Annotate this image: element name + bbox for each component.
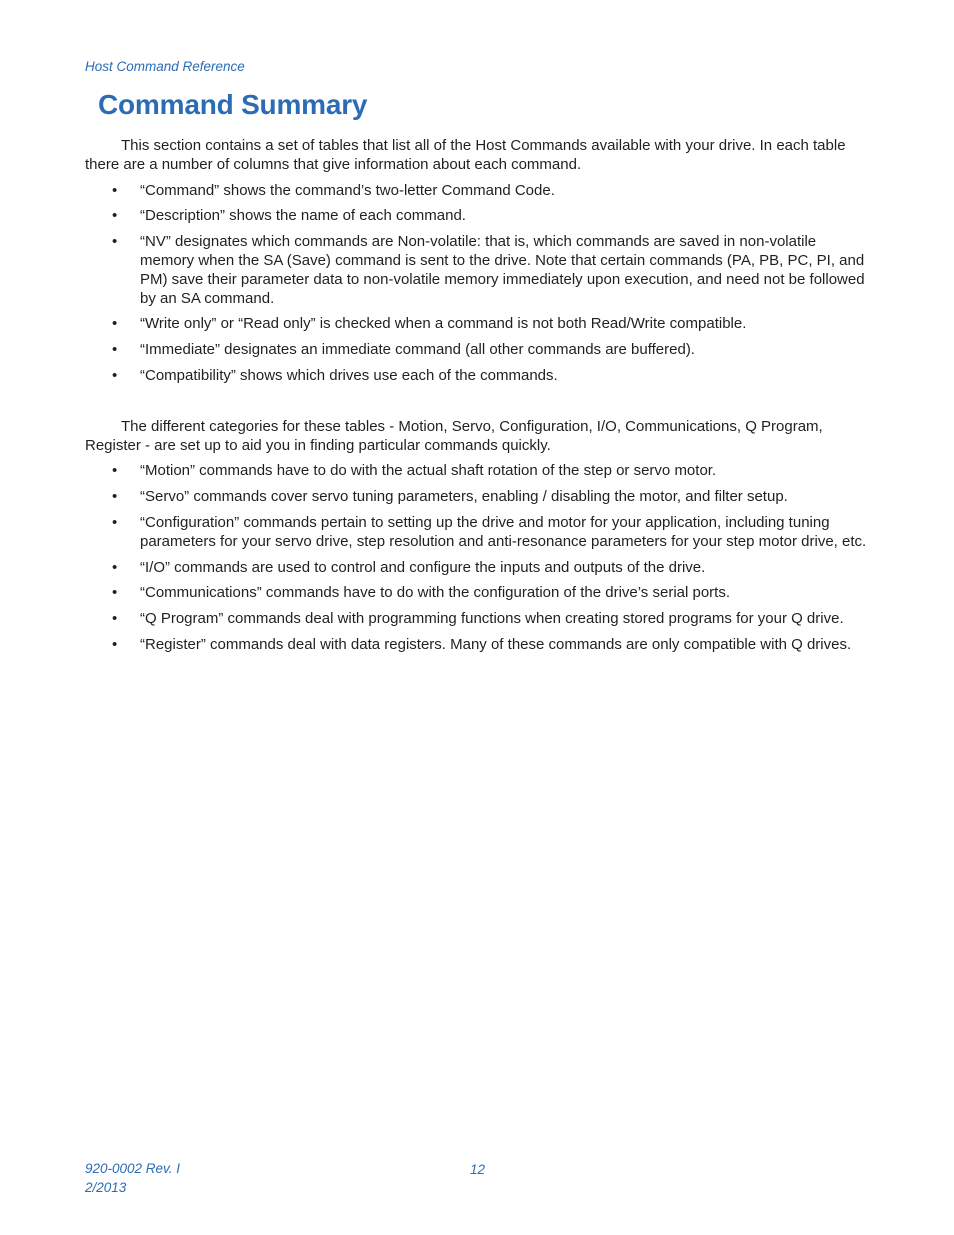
page-title: Command Summary [98, 89, 368, 120]
list-item [85, 514, 871, 552]
bullet-icon: • [112, 181, 118, 199]
list-item [85, 559, 871, 578]
list-item [85, 182, 871, 201]
bullet-icon: • [112, 462, 118, 480]
footer-doc-info [85, 1159, 180, 1197]
bullet-icon: • [112, 610, 118, 628]
bullet-icon: • [112, 233, 118, 251]
list-item [85, 233, 871, 308]
bullet-icon: • [112, 513, 118, 531]
intro-bullet-list [85, 182, 871, 386]
list-item [85, 462, 871, 481]
bullet-icon: • [112, 315, 118, 333]
list-item-text: “Communications” commands have to do with the configuration of the drive’s serial ports. [140, 584, 731, 602]
list-item-text: “Immediate” designates an immediate command (all other commands are buffered). [140, 341, 695, 359]
list-item-text: “Write only” or “Read only” is checked when a command is not both Read/Write compatible. [140, 315, 747, 333]
list-item-text: “I/O” commands are used to control and configure the inputs and outputs of the drive. [140, 558, 706, 576]
footer-doc-number: 920-0002 Rev. I [85, 1161, 181, 1176]
bullet-icon: • [112, 558, 118, 576]
list-item [85, 341, 871, 360]
list-item-text: “NV” designates which commands are Non-volatile: that is, which commands are saved in non-volatile memory when the SA (Save) command is sent to the drive. Note that certain commands (PA, PB, PC, PI, and PM) save their parameter data to non-volatile memory immediately upon execution, and need not be followed by an SA command. [140, 233, 865, 307]
list-item [85, 315, 871, 334]
main-content [85, 137, 871, 662]
list-item [85, 367, 871, 386]
list-item-text: “Q Program” commands deal with programming functions when creating stored programs for your Q drive. [140, 610, 844, 628]
list-item-text: “Motion” commands have to do with the actual shaft rotation of the step or servo motor. [140, 462, 717, 480]
bullet-icon: • [112, 635, 118, 653]
bullet-icon: • [112, 488, 118, 506]
bullet-icon: • [112, 584, 118, 602]
intro-paragraph: This section contains a set of tables that list all of the Host Commands available with your drive. In each table there are a number of columns that give information about each command. [85, 137, 846, 173]
footer-date: 2/2013 [85, 1180, 127, 1195]
list-item [85, 488, 871, 507]
list-item-text: “Servo” commands cover servo tuning parameters, enabling / disabling the motor, and filter setup. [140, 488, 788, 506]
list-item-text: “Command” shows the command’s two-letter Command Code. [140, 181, 555, 199]
list-item [85, 584, 871, 603]
list-item-text: “Configuration” commands pertain to setting up the drive and motor for your application, including tuning parameters for your servo drive, step resolution and anti-resonance parameters for your step motor drive, etc. [140, 513, 867, 550]
categories-paragraph: The different categories for these tables - Motion, Servo, Configuration, I/O, Communications, Q Program, Register - are set up to aid you in finding particular commands quickly. [85, 417, 823, 454]
bullet-icon: • [112, 341, 118, 359]
running-header: Host Command Reference [85, 59, 245, 74]
list-item [85, 207, 871, 226]
page-number: 12 [470, 1162, 486, 1177]
list-item [85, 636, 871, 655]
categories-bullet-list [85, 462, 871, 654]
list-item-text: “Description” shows the name of each command. [140, 207, 466, 225]
bullet-icon: • [112, 207, 118, 225]
list-item-text: “Compatibility” shows which drives use each of the commands. [140, 366, 558, 384]
bullet-icon: • [112, 366, 118, 384]
list-item-text: “Register” commands deal with data registers. Many of these commands are only compatible with Q drives. [140, 635, 852, 653]
list-item [85, 610, 871, 629]
